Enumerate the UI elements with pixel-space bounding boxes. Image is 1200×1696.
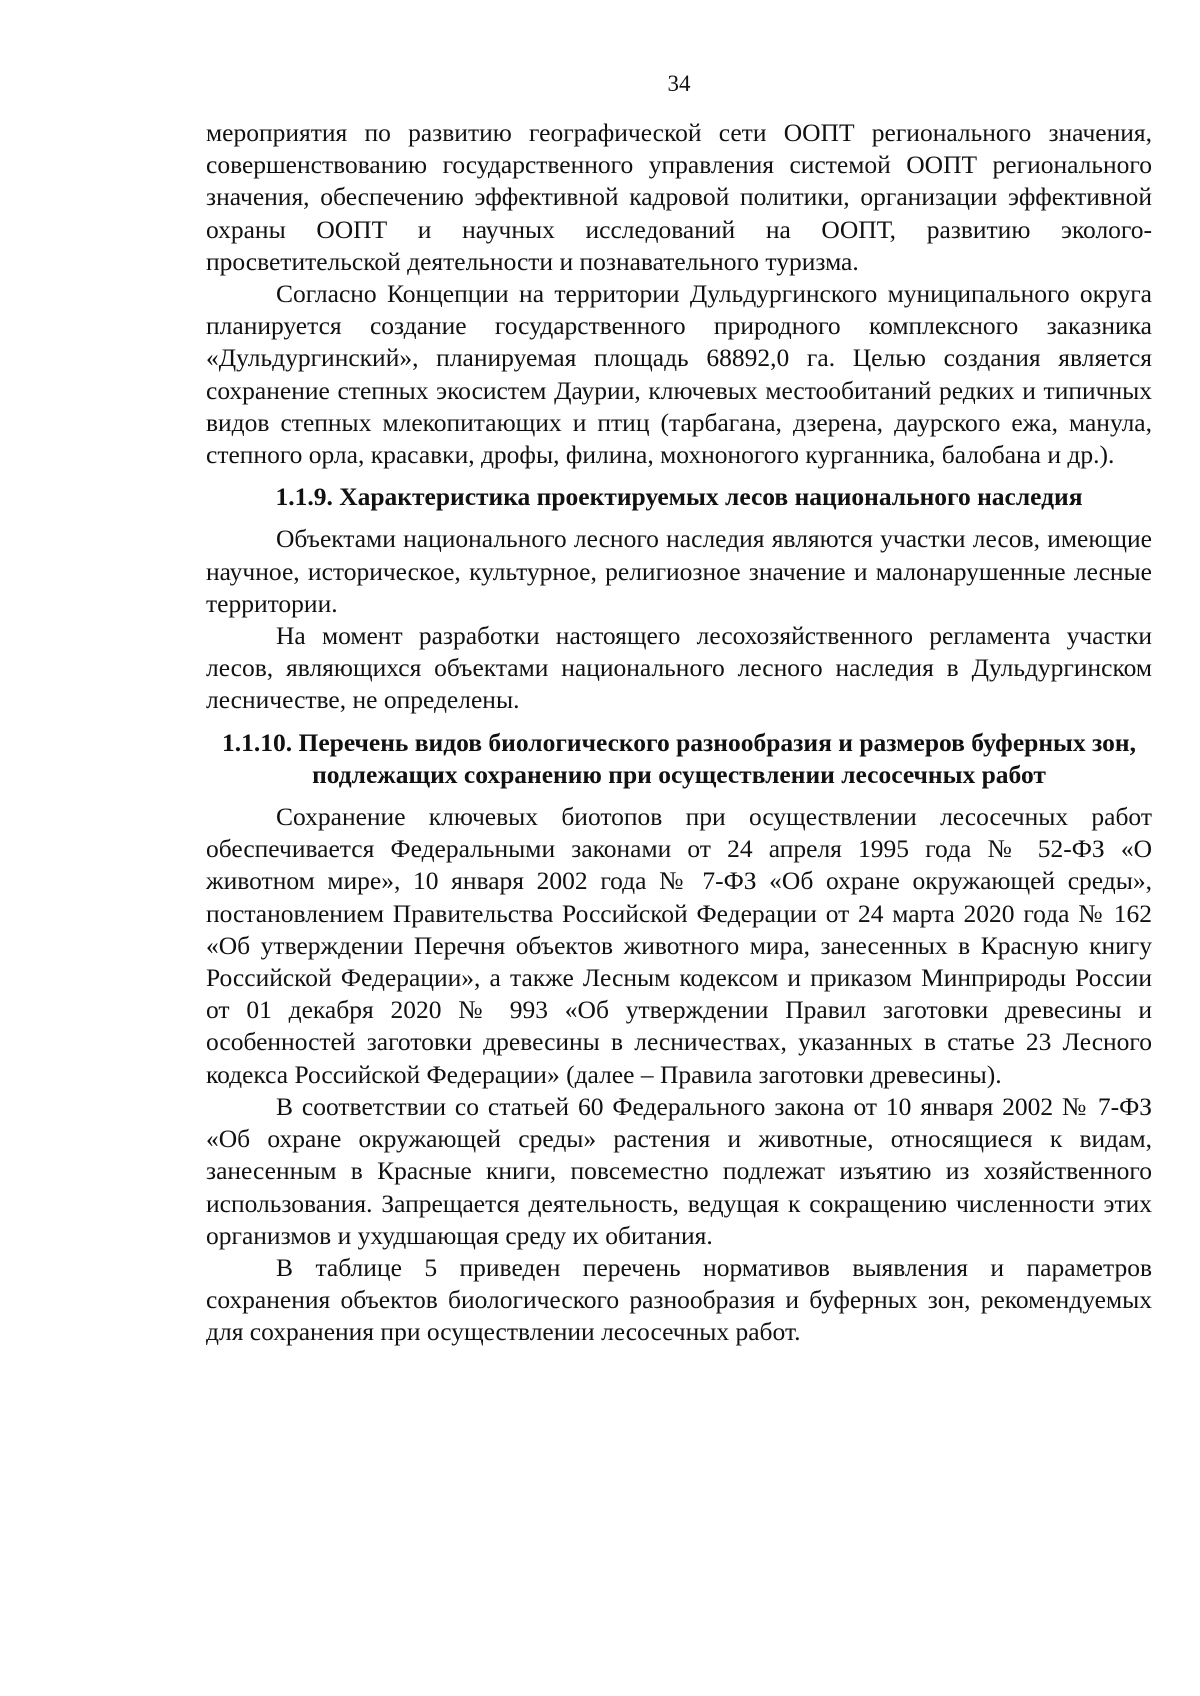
paragraph-article-60: В соответствии со статьей 60 Федерального закона от 10 января 2002 № 7-ФЗ «Об охране окружающей среды» растения и животные, относящиеся к видам, занесенным в Красные книги, повсеместно подлежат изъятию из хозяйственного использования. Запрещается деятельность, ведущая к сокращению численности этих организмов и ухудшающая среду их обитания.	[206, 1091, 1152, 1250]
section-heading-1-1-10: 1.1.10. Перечень видов биологического разнообразия и размеров буферных зон, подлежащих сохранению при осуществлении лесосечных работ	[222, 727, 1136, 789]
paragraph-table-5-reference: В таблице 5 приведен перечень нормативов выявления и параметров сохранения объектов биологического разнообразия и буферных зон, рекомендуемых для сохранения при осуществлении лесосечных работ.	[206, 1252, 1152, 1347]
paragraph-continuation: мероприятия по развитию географической сети ООПТ регионального значения, совершенствованию государственного управления системой ООПТ регионального значения, обеспечению эффективной кадровой политики, организации эффективной охраны ООПТ и научных исследований на ООПТ, развитию эколого-просветительской деятельности и познавательного туризма.	[206, 118, 1152, 276]
page-number: 34	[667, 71, 691, 96]
paragraph-concept-reserve: Согласно Концепции на территории Дульдургинского муниципального округа планируется создание государственного природного комплексного заказника «Дульдургинский», планируемая площадь 68892,0 га. Целью создания является сохранение степных экосистем Даурии, ключевых местообитаний редких и типичных видов степных млекопитающих и птиц (тарбагана, дзерена, даурского ежа, манула, степного орла, красавки, дрофы, филина, мохноногого курганника, балобана и др.).	[206, 279, 1152, 470]
paragraph-heritage-status: На момент разработки настоящего лесохозяйственного регламента участки лесов, являющихся объектами национального лесного наследия в Дульдургинском лесничестве, не определены.	[206, 621, 1152, 715]
section-heading-1-1-9: 1.1.9. Характеристика проектируемых лесов национального наследия	[275, 482, 1083, 512]
paragraph-heritage-definition: Объектами национального лесного наследия являются участки лесов, имеющие научное, историческое, культурное, религиозное значение и малонарушенные лесные территории.	[206, 524, 1152, 618]
paragraph-biotope-laws: Сохранение ключевых биотопов при осуществлении лесосечных работ обеспечивается Федеральными законами от 24 апреля 1995 года № 52-ФЗ «О животном мире», 10 января 2002 года № 7-ФЗ «Об охране окружающей среды», постановлением Правительства Российской Федерации от 24 марта 2020 года № 162 «Об утверждении Перечня объектов животного мира, занесенных в Красную книгу Российской Федерации», а также Лесным кодексом и приказом Минприроды России от 01 декабря 2020 № 993 «Об утверждении Правил заготовки древесины и особенностей заготовки древесины в лесничествах, указанных в статье 23 Лесного кодекса Российской Федерации» (далее – Правила заготовки древесины).	[206, 802, 1152, 1089]
document-body	[206, 117, 1152, 1349]
